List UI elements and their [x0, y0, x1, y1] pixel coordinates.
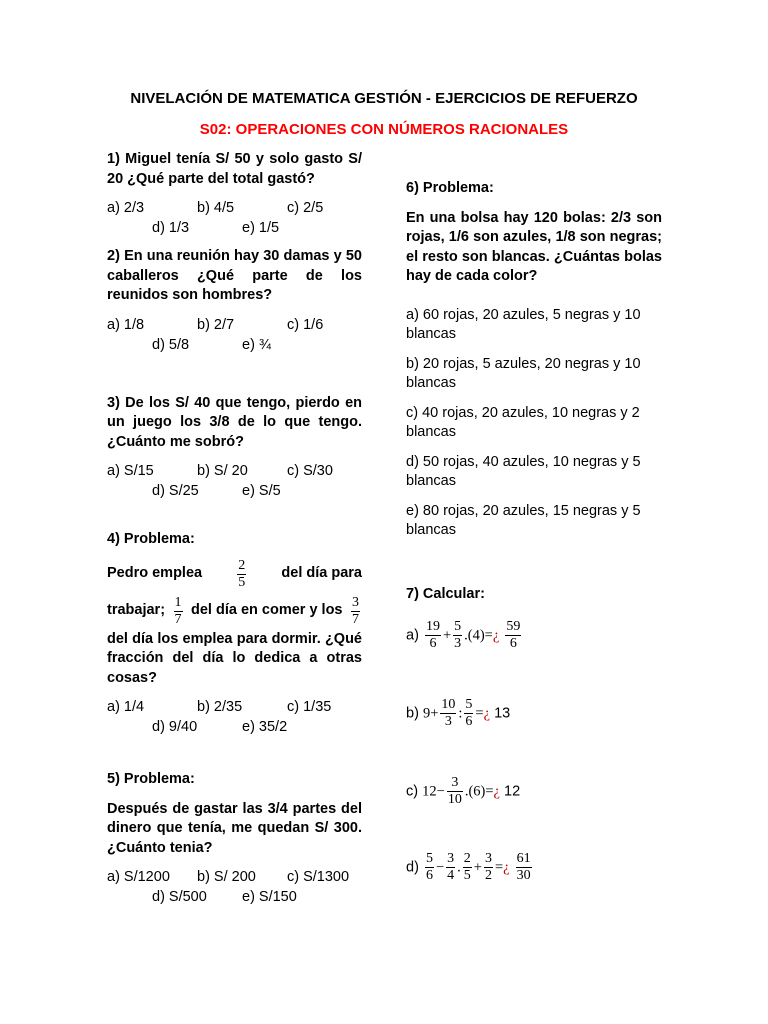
option-c: c) S/30	[287, 463, 333, 479]
question-2-text: 2) En una reunión hay 30 damas y 50 caballeros ¿Qué parte de los reunidos son hombres?	[107, 248, 362, 303]
parenthesis-value: (6)	[468, 783, 486, 800]
option-a: a) 60 rojas, 20 azules, 5 negras y 10 blancas	[406, 306, 641, 342]
fraction: $\frac{5}{6}$	[425, 851, 433, 883]
calc-c-label: c)	[406, 783, 419, 800]
fraction-1-7: $\frac{1}{7}$	[174, 594, 182, 627]
calc-b-answer: 13	[494, 705, 511, 722]
right-column	[406, 179, 662, 883]
question-4-text-5: del día los emplea para dormir. ¿Qué fracción del día lo dedica a otras cosas?	[107, 630, 362, 686]
option-b: b) 4/5	[197, 200, 235, 216]
question-7	[406, 585, 662, 915]
inverted-question-mark: ¿	[483, 705, 491, 722]
question-6-heading: 6) Problema:	[406, 180, 494, 196]
option-d: d) 9/40	[152, 719, 198, 735]
option-e: e) ¾	[242, 336, 272, 353]
fraction-3-7: $\frac{3}{7}$	[351, 594, 359, 627]
question-4-text-3: trabajar;	[107, 602, 166, 619]
question-5	[107, 770, 362, 908]
question-5-heading: 5) Problema:	[107, 771, 195, 787]
option-a: a) 1/8	[107, 316, 145, 333]
question-2-options	[107, 316, 362, 356]
calc-c	[406, 775, 520, 808]
operator: +	[473, 859, 482, 876]
operand: 12−	[422, 783, 445, 800]
option-c: c) 1/35	[287, 699, 332, 715]
calc-a	[406, 619, 523, 652]
option-d: d) 1/3	[152, 220, 190, 236]
fraction: $\frac{19}{6}$	[425, 619, 440, 651]
equals: =	[494, 859, 504, 876]
calc-c-answer: 12	[504, 783, 521, 800]
question-1-options	[107, 199, 362, 239]
fraction: $\frac{5}{6}$	[465, 697, 473, 729]
answer-fraction: $\frac{59}{6}$	[506, 619, 521, 651]
option-c: c) S/1300	[287, 869, 350, 885]
operator: .	[464, 627, 468, 644]
question-6-text: En una bolsa hay 120 bolas: 2/3 son rojas, 1/6 son azules, 1/8 son negras; el resto son blancas. ¿Cuántas bolas hay de cada color?	[406, 209, 662, 284]
equals: =	[484, 627, 493, 644]
operator: :	[458, 705, 463, 722]
option-e: e) 80 rojas, 20 azules, 15 negras y 5 blancas	[406, 502, 641, 538]
equals: =	[485, 783, 494, 800]
option-c: c) 1/6	[287, 316, 324, 333]
option-e: e) S/5	[242, 483, 281, 499]
inverted-question-mark: ¿	[492, 627, 500, 644]
fraction: $\frac{5}{3}$	[454, 619, 462, 651]
option-a: a) 1/4	[107, 699, 145, 715]
question-4-text-1: Pedro emplea	[107, 565, 203, 582]
question-7-heading: 7) Calcular:	[406, 586, 485, 602]
option-b: b) S/ 20	[197, 463, 248, 479]
option-e: e) S/150	[242, 889, 297, 905]
calc-a-label: a)	[406, 627, 419, 644]
operand: 9+	[422, 705, 439, 722]
left-column	[107, 150, 362, 908]
option-a: a) S/15	[107, 463, 154, 479]
equals: =	[475, 705, 484, 722]
question-1	[107, 150, 362, 239]
inverted-question-mark: ¿	[503, 859, 510, 876]
option-a: a) S/1200	[107, 869, 170, 885]
option-b: b) 2/7	[197, 316, 235, 333]
operator: −	[435, 859, 445, 876]
question-6	[406, 179, 662, 541]
answer-fraction: $\frac{61}{30}$	[516, 851, 531, 883]
operator: .	[464, 783, 469, 800]
inverted-question-mark: ¿	[493, 783, 500, 800]
option-d: d) 5/8	[152, 336, 190, 353]
question-4-line-1	[107, 558, 362, 591]
page-subtitle: S02: OPERACIONES CON NÚMEROS RACIONALES	[199, 121, 569, 138]
calc-d-label: d)	[406, 859, 419, 876]
question-4-text-2: del día para	[281, 565, 362, 582]
question-5-options	[107, 868, 362, 908]
fraction: $\frac{2}{5}$	[463, 851, 471, 883]
question-6-options	[406, 306, 662, 541]
question-2	[107, 247, 362, 356]
question-4-options	[107, 698, 362, 738]
fraction: $\frac{10}{3}$	[441, 697, 456, 729]
option-e: e) 1/5	[242, 220, 280, 236]
calc-d	[406, 851, 534, 884]
fraction: $\frac{3}{10}$	[447, 775, 462, 807]
question-3	[107, 394, 362, 503]
question-3-text: 3) De los S/ 40 que tengo, pierdo en un juego los 3/8 de lo que tengo. ¿Cuánto me sobró?	[107, 394, 362, 450]
page-title: NIVELACIÓN DE MATEMATICA GESTIÓN - EJERCICIOS DE REFUERZO	[130, 90, 638, 107]
question-3-options	[107, 462, 362, 502]
calc-b	[406, 697, 510, 730]
option-d: d) S/500	[152, 889, 207, 905]
fraction-2-5: $\frac{2}{5}$	[238, 557, 246, 590]
option-a: a) 2/3	[107, 200, 145, 216]
question-4-line-2	[107, 595, 362, 628]
option-b: b) 20 rojas, 5 azules, 20 negras y 10 blancas	[406, 355, 641, 391]
option-b: b) S/ 200	[197, 869, 256, 885]
option-d: d) S/25	[152, 483, 199, 499]
option-b: b) 2/35	[197, 699, 243, 715]
question-4-heading: 4) Problema:	[107, 531, 195, 547]
question-1-text: 1) Miguel tenía S/ 50 y solo gasto S/ 20 ¿Qué parte del total gastó?	[107, 151, 362, 187]
option-c: c) 2/5	[287, 200, 324, 216]
calc-b-label: b)	[406, 705, 419, 722]
option-d: d) 50 rojas, 40 azules, 10 negras y 5 blancas	[406, 453, 641, 489]
parenthesis-value: (4)	[467, 627, 485, 644]
question-4	[107, 530, 362, 738]
operator: +	[442, 627, 452, 644]
fraction: $\frac{3}{2}$	[484, 851, 492, 883]
question-4-text-4: del día en comer y los	[191, 602, 343, 619]
option-e: e) 35/2	[242, 719, 288, 735]
operator: .	[457, 859, 461, 876]
fraction: $\frac{3}{4}$	[447, 851, 455, 883]
question-5-text: Después de gastar las 3/4 partes del dinero que tenía, me quedan S/ 300. ¿Cuánto tenia?	[107, 800, 362, 856]
option-c: c) 40 rojas, 20 azules, 10 negras y 2 blancas	[406, 404, 640, 440]
